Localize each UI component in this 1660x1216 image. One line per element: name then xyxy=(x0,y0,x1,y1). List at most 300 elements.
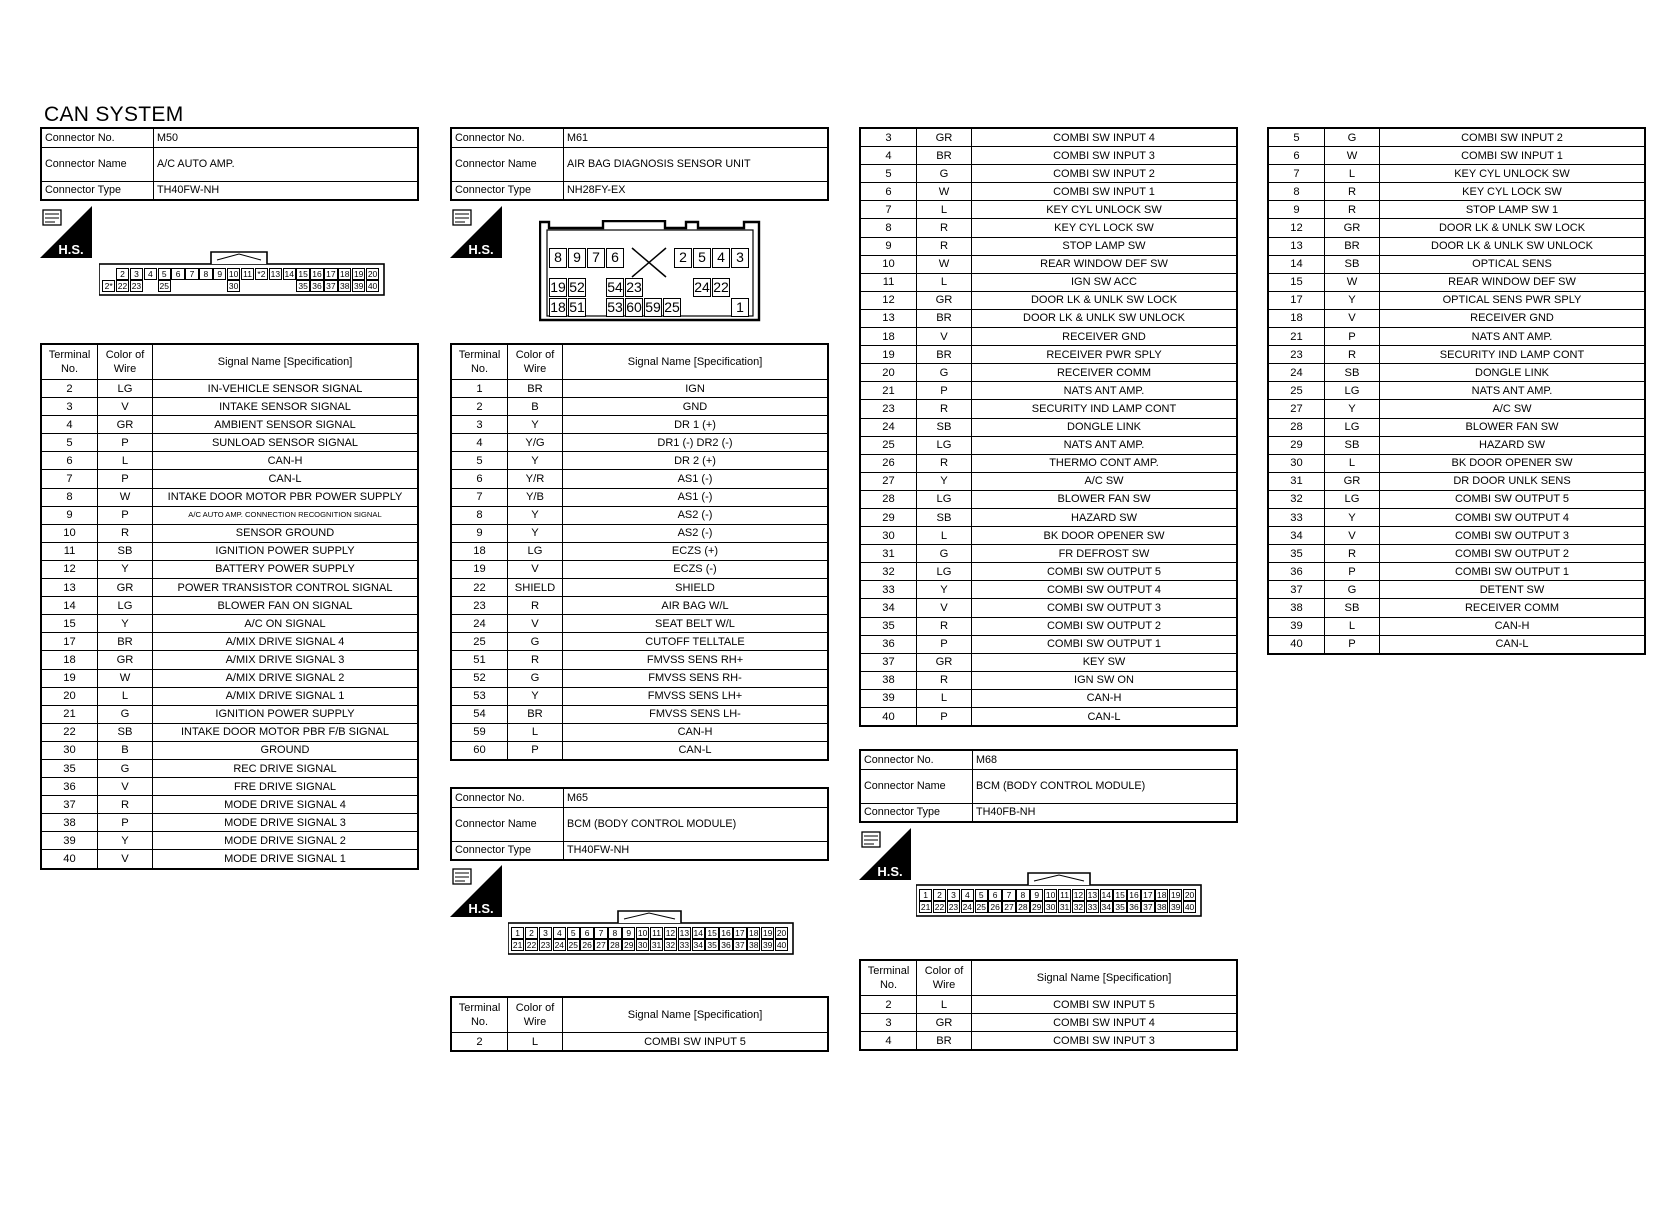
pin: 2 xyxy=(933,889,946,901)
terminal-no-cell: 18 xyxy=(41,651,98,669)
wire-color-cell: P xyxy=(917,635,972,653)
wire-color-cell: R xyxy=(917,400,972,418)
terminal-no-header: Terminal No. xyxy=(41,344,98,380)
signal-name-cell: CAN-L xyxy=(563,741,829,760)
wire-color-cell: Y/B xyxy=(508,488,563,506)
terminal-no-cell: 38 xyxy=(41,814,98,832)
table-row xyxy=(451,488,828,506)
table-row xyxy=(41,759,418,777)
wire-color-cell: G xyxy=(98,705,153,723)
terminal-no-cell: 24 xyxy=(860,418,917,436)
pin: 9 xyxy=(568,248,586,268)
pin: 19 xyxy=(550,279,566,295)
pin: 3 xyxy=(539,927,552,939)
terminal-no-cell: 17 xyxy=(1268,291,1325,309)
table-row xyxy=(1268,563,1645,581)
terminal-no-cell: 28 xyxy=(1268,418,1325,436)
table-row xyxy=(451,669,828,687)
table-row xyxy=(41,669,418,687)
pin: 22 xyxy=(934,902,945,912)
terminal-no-cell: 17 xyxy=(41,633,98,651)
table-row xyxy=(451,597,828,615)
wire-color-cell: Y xyxy=(1325,508,1380,526)
pin: 38 xyxy=(1157,902,1167,912)
terminal-no-cell: 27 xyxy=(860,472,917,490)
terminal-no-cell: 52 xyxy=(451,669,508,687)
terminal-no-cell: 26 xyxy=(860,454,917,472)
wire-color-cell: V xyxy=(98,850,153,869)
terminal-no-cell: 24 xyxy=(451,615,508,633)
signal-name-cell: FMVSS SENS RH- xyxy=(563,669,829,687)
terminal-no-cell: 53 xyxy=(451,687,508,705)
pin: 8 xyxy=(199,268,212,280)
terminal-no-cell: 6 xyxy=(41,452,98,470)
pin: 7 xyxy=(185,268,198,280)
terminal-no-header: Terminal No. xyxy=(860,960,917,996)
signal-name-cell: DOOR LK & UNLK SW UNLOCK xyxy=(1380,237,1646,255)
terminal-no-cell: 36 xyxy=(860,635,917,653)
signal-name-cell: CAN-L xyxy=(153,470,419,488)
terminal-no-cell: 33 xyxy=(1268,508,1325,526)
wire-color-cell: B xyxy=(508,398,563,416)
hs-label: H.S. xyxy=(468,242,494,257)
terminal-no-cell: 14 xyxy=(41,597,98,615)
terminal-no-cell: 5 xyxy=(1268,128,1325,147)
wire-color-cell: W xyxy=(98,488,153,506)
signal-name-header: Signal Name [Specification] xyxy=(153,344,419,380)
terminal-no-cell: 35 xyxy=(860,617,917,635)
signal-name-cell: RECEIVER GND xyxy=(972,328,1238,346)
signal-name-cell: MODE DRIVE SIGNAL 2 xyxy=(153,832,419,850)
table-row xyxy=(451,452,828,470)
terminal-no-cell: 39 xyxy=(41,832,98,850)
signal-name-cell: A/C SW xyxy=(972,472,1238,490)
pin xyxy=(213,280,226,292)
pin: 51 xyxy=(569,299,585,315)
pin: 15 xyxy=(1115,890,1125,900)
terminal-no-cell: 12 xyxy=(860,291,917,309)
wire-color-cell: LG xyxy=(98,597,153,615)
terminal-no-cell: 34 xyxy=(860,599,917,617)
pin xyxy=(255,280,268,292)
table-row xyxy=(1268,147,1645,165)
pin: 39 xyxy=(353,281,364,291)
signal-name-cell: SECURITY IND LAMP CONT xyxy=(1380,346,1646,364)
signal-name-cell: A/MIX DRIVE SIGNAL 1 xyxy=(153,687,419,705)
table-row xyxy=(41,506,418,524)
terminal-no-header: Terminal No. xyxy=(451,997,508,1033)
signal-name-cell: SHIELD xyxy=(563,579,829,597)
table-row xyxy=(41,723,418,741)
harness-side-icon xyxy=(450,206,502,258)
wire-color-cell: GR xyxy=(98,651,153,669)
pin: 25 xyxy=(664,299,680,315)
terminal-no-cell: 12 xyxy=(41,560,98,578)
pin: 25 xyxy=(159,281,169,291)
pin: 38 xyxy=(749,940,759,950)
table-row xyxy=(41,560,418,578)
signal-name-cell: INTAKE DOOR MOTOR PBR POWER SUPPLY xyxy=(153,488,419,506)
harness-side-icon xyxy=(40,206,92,258)
signal-name-cell: CUTOFF TELLTALE xyxy=(563,633,829,651)
table-row xyxy=(860,237,1237,255)
wire-color-cell: BR xyxy=(917,1032,972,1051)
pin: 7 xyxy=(594,927,607,939)
terminal-no-cell: 6 xyxy=(451,470,508,488)
pin: 10 xyxy=(1045,890,1056,900)
terminal-no-cell: 33 xyxy=(860,581,917,599)
signal-name-header: Signal Name [Specification] xyxy=(563,344,829,380)
table-row xyxy=(451,1033,828,1052)
terminal-no-cell: 36 xyxy=(1268,563,1325,581)
signal-name-cell: KEY CYL UNLOCK SW xyxy=(1380,165,1646,183)
wire-color-cell: GR xyxy=(917,128,972,147)
wire-color-cell: P xyxy=(98,470,153,488)
connector-no-label: Connector No. xyxy=(41,128,154,147)
pin: 39 xyxy=(1170,902,1181,912)
terminal-no-cell: 32 xyxy=(860,563,917,581)
signal-name-cell: COMBI SW INPUT 1 xyxy=(1380,147,1646,165)
pin xyxy=(283,280,296,292)
table-row xyxy=(1268,183,1645,201)
wire-color-cell: P xyxy=(1325,635,1380,654)
terminal-no-cell: 3 xyxy=(41,398,98,416)
signal-name-cell: IGNITION POWER SUPPLY xyxy=(153,542,419,560)
pin: 31 xyxy=(1059,902,1070,912)
signal-name-cell: DONGLE LINK xyxy=(972,418,1238,436)
wire-color-cell: P xyxy=(508,741,563,760)
wire-color-cell: W xyxy=(917,255,972,273)
terminal-no-cell: 10 xyxy=(860,255,917,273)
wire-color-cell: V xyxy=(98,778,153,796)
table-row xyxy=(451,524,828,542)
terminal-no-cell: 9 xyxy=(451,524,508,542)
pin: 26 xyxy=(990,902,1000,912)
signal-name-cell: IGNITION POWER SUPPLY xyxy=(153,705,419,723)
pin xyxy=(241,280,254,292)
signal-name-cell: SEAT BELT W/L xyxy=(563,615,829,633)
terminal-no-cell: 7 xyxy=(41,470,98,488)
wire-color-cell: LG xyxy=(917,436,972,454)
terminal-no-cell: 13 xyxy=(860,309,917,327)
wire-color-cell: L xyxy=(1325,454,1380,472)
table-row xyxy=(860,128,1237,147)
connector-no-label: Connector No. xyxy=(451,128,564,147)
wire-color-cell: W xyxy=(1325,273,1380,291)
m68-connector-face xyxy=(916,869,1203,917)
signal-name-cell: COMBI SW INPUT 3 xyxy=(972,1032,1238,1051)
signal-name-cell: COMBI SW OUTPUT 2 xyxy=(972,617,1238,635)
m68-terminal-table-continued xyxy=(1267,127,1646,655)
pin: 40 xyxy=(1184,902,1195,912)
wire-color-cell: Y xyxy=(98,560,153,578)
wire-color-cell: Y xyxy=(508,452,563,470)
table-row xyxy=(41,687,418,705)
pin: 5 xyxy=(567,927,580,939)
signal-name-cell: STOP LAMP SW xyxy=(972,237,1238,255)
table-row xyxy=(451,705,828,723)
pin: 4 xyxy=(712,248,730,268)
signal-name-cell: COMBI SW INPUT 3 xyxy=(972,147,1238,165)
terminal-no-cell: 22 xyxy=(41,723,98,741)
terminal-no-header: Terminal No. xyxy=(451,344,508,380)
connector-name-label: Connector Name xyxy=(860,769,973,803)
terminal-no-cell: 35 xyxy=(41,759,98,777)
terminal-no-cell: 40 xyxy=(41,850,98,869)
table-row xyxy=(860,1014,1237,1032)
m68-connector-info xyxy=(859,749,1238,823)
signal-name-cell: A/MIX DRIVE SIGNAL 3 xyxy=(153,651,419,669)
signal-name-cell: DOOR LK & UNLK SW LOCK xyxy=(972,291,1238,309)
terminal-no-cell: 35 xyxy=(1268,545,1325,563)
terminal-no-cell: 6 xyxy=(860,183,917,201)
table-row xyxy=(1268,436,1645,454)
terminal-no-cell: 7 xyxy=(451,488,508,506)
signal-name-cell: COMBI SW INPUT 4 xyxy=(972,128,1238,147)
signal-name-cell: DR1 (-) DR2 (-) xyxy=(563,434,829,452)
signal-name-cell: BLOWER FAN SW xyxy=(1380,418,1646,436)
pin: 59 xyxy=(645,299,661,315)
terminal-no-cell: 20 xyxy=(41,687,98,705)
pin: 60 xyxy=(626,299,642,315)
table-row xyxy=(41,850,418,869)
table-row xyxy=(41,651,418,669)
terminal-no-cell: 19 xyxy=(860,346,917,364)
signal-name-cell: DR DOOR UNLK SENS xyxy=(1380,472,1646,490)
pin: 17 xyxy=(735,928,745,938)
signal-name-header: Signal Name [Specification] xyxy=(972,960,1238,996)
wire-color-cell: SB xyxy=(1325,255,1380,273)
table-row xyxy=(860,671,1237,689)
table-row xyxy=(860,291,1237,309)
color-header: Color of Wire xyxy=(98,344,153,380)
wire-color-cell: V xyxy=(508,615,563,633)
table-row xyxy=(860,472,1237,490)
pin: 40 xyxy=(367,281,378,291)
terminal-no-cell: 29 xyxy=(860,508,917,526)
m68-pin-row-1 xyxy=(919,889,1197,901)
table-row xyxy=(1268,617,1645,635)
connector-type-value: TH40FB-NH xyxy=(973,803,1238,822)
signal-name-cell: COMBI SW OUTPUT 1 xyxy=(1380,563,1646,581)
table-row xyxy=(1268,400,1645,418)
terminal-no-cell: 4 xyxy=(860,147,917,165)
pin: 1 xyxy=(511,927,524,939)
signal-name-cell: COMBI SW INPUT 5 xyxy=(972,996,1238,1014)
signal-name-cell: THERMO CONT AMP. xyxy=(972,454,1238,472)
table-row xyxy=(1268,328,1645,346)
m65-connector-info xyxy=(450,787,829,861)
page-title: CAN SYSTEM xyxy=(44,103,184,126)
connector-name-label: Connector Name xyxy=(41,147,154,181)
pin: 9 xyxy=(622,927,635,939)
pin: 15 xyxy=(707,928,717,938)
wire-color-cell: Y/R xyxy=(508,470,563,488)
signal-name-cell: SUNLOAD SENSOR SIGNAL xyxy=(153,434,419,452)
terminal-no-cell: 24 xyxy=(1268,364,1325,382)
table-row xyxy=(860,147,1237,165)
terminal-no-cell: 9 xyxy=(1268,201,1325,219)
signal-name-cell: DR 1 (+) xyxy=(563,416,829,434)
terminal-no-cell: 1 xyxy=(451,380,508,398)
pin: 25 xyxy=(568,940,578,950)
wire-color-cell: LG xyxy=(508,542,563,560)
pin: 33 xyxy=(679,940,690,950)
connector-name-value: AIR BAG DIAGNOSIS SENSOR UNIT xyxy=(564,147,829,181)
pin: 20 xyxy=(1184,890,1195,900)
wire-color-cell: SB xyxy=(917,418,972,436)
table-row xyxy=(1268,581,1645,599)
terminal-no-cell: 27 xyxy=(1268,400,1325,418)
signal-name-cell: AS1 (-) xyxy=(563,470,829,488)
wire-color-cell: L xyxy=(508,723,563,741)
terminal-no-cell: 38 xyxy=(860,671,917,689)
wire-color-cell: BR xyxy=(917,309,972,327)
table-row xyxy=(41,597,418,615)
terminal-no-cell: 4 xyxy=(41,416,98,434)
table-row xyxy=(451,380,828,398)
wire-color-cell: R xyxy=(1325,545,1380,563)
wire-color-cell: Y xyxy=(917,581,972,599)
pin xyxy=(102,268,115,280)
signal-name-cell: CAN-L xyxy=(972,708,1238,727)
table-row xyxy=(860,708,1237,727)
table-row xyxy=(1268,255,1645,273)
signal-name-cell: NATS ANT AMP. xyxy=(1380,328,1646,346)
table-row xyxy=(41,778,418,796)
signal-name-cell: FR DEFROST SW xyxy=(972,545,1238,563)
pin: 37 xyxy=(326,281,336,291)
pin: 7 xyxy=(587,248,605,268)
pin: 52 xyxy=(569,279,585,295)
signal-name-cell: KEY CYL LOCK SW xyxy=(972,219,1238,237)
terminal-no-cell: 3 xyxy=(451,416,508,434)
connector-no-value: M65 xyxy=(564,788,829,807)
table-row xyxy=(1268,418,1645,436)
terminal-no-cell: 21 xyxy=(1268,328,1325,346)
pin: 8 xyxy=(1016,889,1029,901)
pin: 12 xyxy=(1073,890,1084,900)
pin: 6 xyxy=(580,927,593,939)
terminal-no-cell: 34 xyxy=(1268,527,1325,545)
pin: 5 xyxy=(693,248,711,268)
wire-color-cell: P xyxy=(1325,328,1380,346)
wire-color-cell: Y xyxy=(508,506,563,524)
color-header: Color of Wire xyxy=(917,960,972,996)
m61-terminal-table xyxy=(450,343,829,761)
wire-color-cell: Y xyxy=(1325,291,1380,309)
signal-name-cell: BK DOOR OPENER SW xyxy=(1380,454,1646,472)
harness-side-icon xyxy=(450,865,502,917)
wire-color-cell: LG xyxy=(1325,382,1380,400)
wire-color-cell: R xyxy=(1325,346,1380,364)
pin: 16 xyxy=(1129,890,1139,900)
pin: 4 xyxy=(144,268,157,280)
signal-name-cell: COMBI SW OUTPUT 2 xyxy=(1380,545,1646,563)
wire-color-cell: G xyxy=(917,364,972,382)
table-row xyxy=(41,741,418,759)
connector-name-value: A/C AUTO AMP. xyxy=(154,147,419,181)
wire-color-cell: P xyxy=(98,434,153,452)
wire-color-cell: L xyxy=(98,452,153,470)
terminal-no-cell: 23 xyxy=(1268,346,1325,364)
pin: 17 xyxy=(1143,890,1153,900)
pin: 5 xyxy=(975,889,988,901)
pin: 2* xyxy=(102,280,115,292)
pin: 21 xyxy=(512,940,523,950)
pin: 36 xyxy=(312,281,322,291)
pin: 3 xyxy=(947,889,960,901)
pin: 23 xyxy=(948,902,959,912)
wire-color-cell: R xyxy=(1325,183,1380,201)
signal-name-cell: INTAKE DOOR MOTOR PBR F/B SIGNAL xyxy=(153,723,419,741)
table-row xyxy=(860,273,1237,291)
terminal-no-cell: 37 xyxy=(41,796,98,814)
table-row xyxy=(451,651,828,669)
signal-name-cell: A/MIX DRIVE SIGNAL 2 xyxy=(153,669,419,687)
pin: 11 xyxy=(650,927,663,939)
wire-color-cell: BR xyxy=(508,705,563,723)
signal-name-cell: COMBI SW OUTPUT 3 xyxy=(972,599,1238,617)
pin: 34 xyxy=(1101,902,1111,912)
signal-name-cell: A/C SW xyxy=(1380,400,1646,418)
pin: 18 xyxy=(1157,890,1167,900)
pin: 6 xyxy=(988,889,1001,901)
pin: 2 xyxy=(116,268,129,280)
table-row xyxy=(41,832,418,850)
pin: 17 xyxy=(326,269,336,279)
m50-connector-info xyxy=(40,127,419,201)
pin: *2 xyxy=(255,268,268,280)
pin: 29 xyxy=(1032,902,1042,912)
terminal-no-cell: 3 xyxy=(860,128,917,147)
pin: 20 xyxy=(776,928,787,938)
pin: 19 xyxy=(1170,890,1181,900)
connector-type-label: Connector Type xyxy=(860,803,973,822)
terminal-no-cell: 51 xyxy=(451,651,508,669)
wire-color-cell: R xyxy=(917,237,972,255)
pin: 35 xyxy=(707,940,717,950)
signal-name-cell: MODE DRIVE SIGNAL 4 xyxy=(153,796,419,814)
connector-no-value: M50 xyxy=(154,128,419,147)
wire-color-cell: GR xyxy=(1325,472,1380,490)
terminal-no-cell: 21 xyxy=(41,705,98,723)
wire-color-cell: L xyxy=(917,273,972,291)
pin: 11 xyxy=(241,268,254,280)
signal-name-cell: POWER TRANSISTOR CONTROL SIGNAL xyxy=(153,579,419,597)
wire-color-cell: SB xyxy=(917,508,972,526)
table-row xyxy=(41,398,418,416)
table-row xyxy=(1268,599,1645,617)
table-row xyxy=(860,1032,1237,1051)
table-row xyxy=(860,364,1237,382)
terminal-no-cell: 60 xyxy=(451,741,508,760)
table-row xyxy=(451,615,828,633)
pin: 6 xyxy=(171,268,184,280)
pin: 40 xyxy=(776,940,787,950)
m50-terminal-table xyxy=(40,343,419,870)
wire-color-cell: W xyxy=(1325,147,1380,165)
wire-color-cell: R xyxy=(98,796,153,814)
signal-name-cell: COMBI SW OUTPUT 1 xyxy=(972,635,1238,653)
table-row xyxy=(451,398,828,416)
signal-name-header: Signal Name [Specification] xyxy=(563,997,829,1033)
connector-no-label: Connector No. xyxy=(860,750,973,769)
terminal-no-cell: 18 xyxy=(1268,309,1325,327)
signal-name-cell: CAN-H xyxy=(153,452,419,470)
table-row xyxy=(860,508,1237,526)
terminal-no-cell: 19 xyxy=(41,669,98,687)
